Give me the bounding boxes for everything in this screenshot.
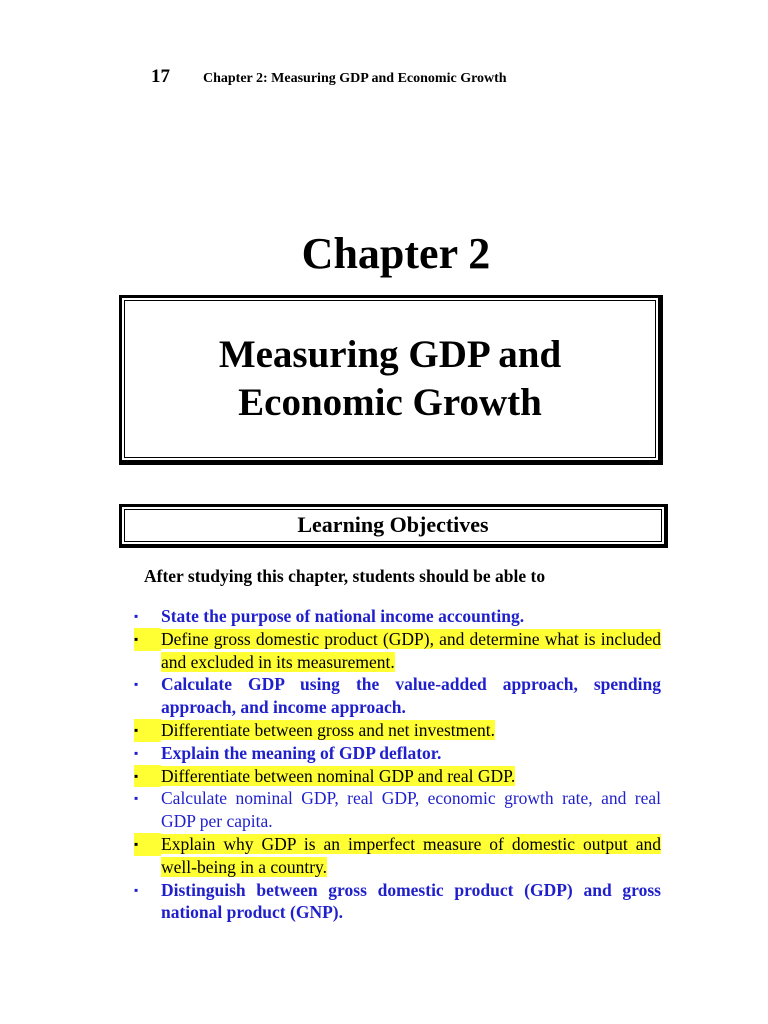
page-number: 17 — [151, 66, 170, 87]
objective-text: Calculate nominal GDP, real GDP, economic growth rate, and real GDP per capita. — [161, 788, 661, 832]
objective-text: Define gross domestic product (GDP), and determine what is included and excluded in its measurement. — [161, 628, 661, 672]
objective-text: Distinguish between gross domestic product (GDP) and gross national product (GNP). — [161, 879, 661, 923]
square-bullet-icon: ▪ — [134, 719, 161, 742]
objective-item — [134, 673, 661, 719]
learning-objectives-heading: Learning Objectives — [124, 509, 662, 542]
objective-item — [134, 719, 661, 742]
chapter-label: Chapter 2 — [301, 229, 491, 278]
objective-item — [134, 787, 661, 833]
square-bullet-icon: ▪ — [134, 745, 139, 760]
objective-text: Explain why GDP is an imperfect measure of domestic output and well-being in a country. — [161, 833, 661, 877]
objectives-list — [134, 605, 661, 924]
chapter-title-box-inner — [124, 300, 656, 458]
objective-text: Differentiate between gross and net investment. — [161, 719, 496, 740]
objective-item — [134, 765, 661, 788]
learning-objectives-box — [119, 504, 668, 548]
page-header — [151, 66, 507, 88]
objective-item — [134, 742, 661, 765]
chapter-title: Measuring GDP and Economic Growth — [218, 333, 562, 424]
square-bullet-icon: ▪ — [134, 765, 161, 788]
square-bullet-icon: ▪ — [134, 628, 161, 651]
square-bullet-icon: ▪ — [134, 833, 161, 856]
objective-text: State the purpose of national income accounting. — [161, 606, 525, 626]
square-bullet-icon: ▪ — [134, 882, 139, 897]
objective-text: Explain the meaning of GDP deflator. — [161, 742, 442, 763]
objective-item — [134, 879, 661, 925]
running-head: Chapter 2: Measuring GDP and Economic Growth — [203, 71, 507, 86]
square-bullet-icon: ▪ — [134, 609, 139, 623]
objective-text: Differentiate between nominal GDP and real GDP. — [161, 765, 516, 786]
objective-item — [134, 605, 661, 628]
objective-item — [134, 628, 661, 674]
objective-text: Calculate GDP using the value-added approach, spending approach, and income approach. — [161, 674, 661, 718]
chapter-title-box — [119, 295, 663, 465]
square-bullet-icon: ▪ — [134, 791, 139, 806]
square-bullet-icon: ▪ — [134, 677, 139, 692]
objectives-intro: After studying this chapter, students should be able to — [144, 566, 546, 586]
objective-item — [134, 833, 661, 879]
